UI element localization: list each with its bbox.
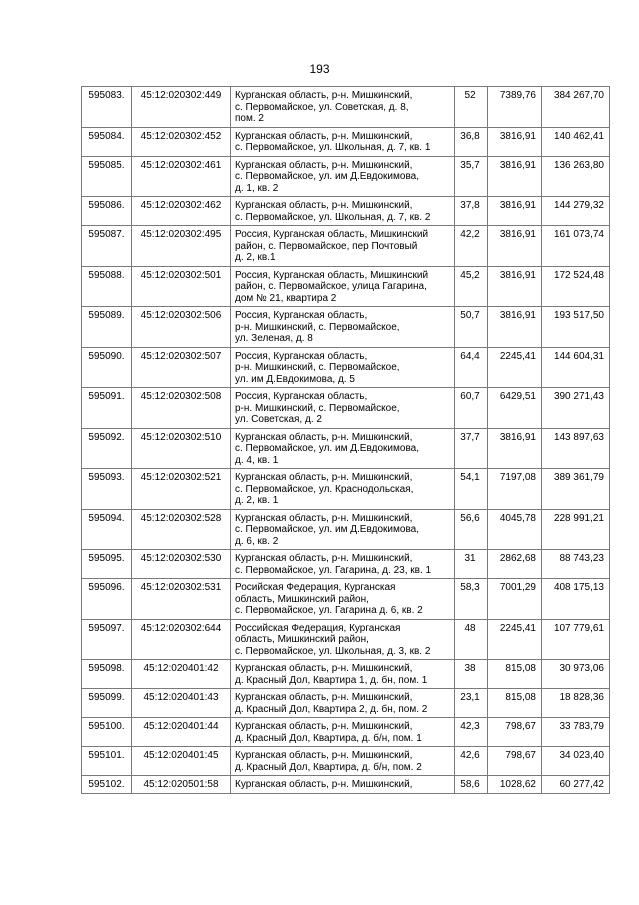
table-row: [82, 388, 610, 429]
rate-cell: 3816,91: [488, 197, 542, 226]
cost-cell: 172 524,48: [542, 266, 610, 307]
cadastral-number-cell: 45:12:020302:531: [132, 579, 231, 620]
cost-cell: 408 175,13: [542, 579, 610, 620]
row-number-cell: 595099.: [82, 689, 132, 718]
row-number-cell: 595093.: [82, 469, 132, 510]
table-row: [82, 776, 610, 794]
cadastral-number-cell: 45:12:020501:58: [132, 776, 231, 794]
area-cell: 36,8: [455, 127, 488, 156]
table-row: [82, 87, 610, 128]
property-table-body: [82, 87, 610, 794]
rate-cell: 7389,76: [488, 87, 542, 128]
area-cell: 23,1: [455, 689, 488, 718]
address-cell: Курганская область, р-н. Мишкинский, д. Красный Дол, Квартира 2, д. бн, пом. 2: [231, 689, 455, 718]
cost-cell: 384 267,70: [542, 87, 610, 128]
area-cell: 64,4: [455, 347, 488, 388]
row-number-cell: 595092.: [82, 428, 132, 469]
address-cell: Курганская область, р-н. Мишкинский, д. Красный Дол, Квартира 1, д. бн, пом. 1: [231, 660, 455, 689]
cost-cell: 143 897,63: [542, 428, 610, 469]
property-table: [81, 86, 610, 794]
cost-cell: 193 517,50: [542, 307, 610, 348]
area-cell: 38: [455, 660, 488, 689]
area-cell: 60,7: [455, 388, 488, 429]
cadastral-number-cell: 45:12:020302:452: [132, 127, 231, 156]
table-row: [82, 127, 610, 156]
cost-cell: 136 263,80: [542, 156, 610, 197]
rate-cell: 3816,91: [488, 127, 542, 156]
row-number-cell: 595085.: [82, 156, 132, 197]
address-cell: Курганская область, р-н. Мишкинский, с. Первомайское, ул. Советская, д. 8, пом. 2: [231, 87, 455, 128]
row-number-cell: 595102.: [82, 776, 132, 794]
table-row: [82, 428, 610, 469]
cadastral-number-cell: 45:12:020302:528: [132, 509, 231, 550]
rate-cell: 2245,41: [488, 619, 542, 660]
table-row: [82, 579, 610, 620]
address-cell: Курганская область, р-н. Мишкинский, д. Красный Дол, Квартира, д. б/н, пом. 1: [231, 718, 455, 747]
cost-cell: 34 023,40: [542, 747, 610, 776]
address-cell: Россия, Курганская область, р-н. Мишкинский, с. Первомайское, ул. им Д.Евдокимова, д. 5: [231, 347, 455, 388]
address-cell: Россия, Курганская область, р-н. Мишкинский, с. Первомайское, ул. Советская, д. 2: [231, 388, 455, 429]
area-cell: 48: [455, 619, 488, 660]
address-cell: Курганская область, р-н. Мишкинский, с. Первомайское, ул. Гагарина, д. 23, кв. 1: [231, 550, 455, 579]
area-cell: 37,8: [455, 197, 488, 226]
rate-cell: 3816,91: [488, 307, 542, 348]
cadastral-number-cell: 45:12:020302:644: [132, 619, 231, 660]
rate-cell: 3816,91: [488, 266, 542, 307]
area-cell: 58,3: [455, 579, 488, 620]
table-row: [82, 197, 610, 226]
cost-cell: 60 277,42: [542, 776, 610, 794]
row-number-cell: 595101.: [82, 747, 132, 776]
row-number-cell: 595089.: [82, 307, 132, 348]
table-row: [82, 266, 610, 307]
address-cell: Российская Федерация, Курганская область, Мишкинский район, с. Первомайское, ул. Школьная, д. 3, кв. 2: [231, 619, 455, 660]
row-number-cell: 595088.: [82, 266, 132, 307]
cadastral-number-cell: 45:12:020302:495: [132, 226, 231, 267]
table-row: [82, 469, 610, 510]
address-cell: Курганская область, р-н. Мишкинский, с. Первомайское, ул. Школьная, д. 7, кв. 2: [231, 197, 455, 226]
cost-cell: 88 743,23: [542, 550, 610, 579]
address-cell: Курганская область, р-н. Мишкинский, с. Первомайское, ул. им Д.Евдокимова, д. 1, кв. 2: [231, 156, 455, 197]
address-cell: Россия, Курганская область, Мишкинский район, с. Первомайское, пер Почтовый д. 2, кв.1: [231, 226, 455, 267]
rate-cell: 1028,62: [488, 776, 542, 794]
rate-cell: 2862,68: [488, 550, 542, 579]
cadastral-number-cell: 45:12:020302:530: [132, 550, 231, 579]
table-row: [82, 156, 610, 197]
cost-cell: 30 973,06: [542, 660, 610, 689]
cadastral-number-cell: 45:12:020302:449: [132, 87, 231, 128]
table-row: [82, 347, 610, 388]
cost-cell: 389 361,79: [542, 469, 610, 510]
table-row: [82, 619, 610, 660]
row-number-cell: 595091.: [82, 388, 132, 429]
address-cell: Курганская область, р-н. Мишкинский, с. Первомайское, ул. Школьная, д. 7, кв. 1: [231, 127, 455, 156]
page-number: 193: [309, 62, 330, 76]
cadastral-number-cell: 45:12:020302:508: [132, 388, 231, 429]
address-cell: Курганская область, р-н. Мишкинский, д. Красный Дол, Квартира, д. б/н, пом. 2: [231, 747, 455, 776]
area-cell: 45,2: [455, 266, 488, 307]
rate-cell: 3816,91: [488, 226, 542, 267]
cadastral-number-cell: 45:12:020401:45: [132, 747, 231, 776]
rate-cell: 3816,91: [488, 156, 542, 197]
area-cell: 58,6: [455, 776, 488, 794]
rate-cell: 7001,29: [488, 579, 542, 620]
row-number-cell: 595095.: [82, 550, 132, 579]
table-row: [82, 550, 610, 579]
table-row: [82, 660, 610, 689]
row-number-cell: 595097.: [82, 619, 132, 660]
cadastral-number-cell: 45:12:020302:501: [132, 266, 231, 307]
row-number-cell: 595098.: [82, 660, 132, 689]
rate-cell: 7197,08: [488, 469, 542, 510]
address-cell: Курганская область, р-н. Мишкинский,: [231, 776, 455, 794]
address-cell: Курганская область, р-н. Мишкинский, с. Первомайское, ул. им Д.Евдокимова, д. 4, кв. 1: [231, 428, 455, 469]
area-cell: 56,6: [455, 509, 488, 550]
rate-cell: 798,67: [488, 747, 542, 776]
table-row: [82, 307, 610, 348]
cadastral-number-cell: 45:12:020401:44: [132, 718, 231, 747]
row-number-cell: 595084.: [82, 127, 132, 156]
area-cell: 31: [455, 550, 488, 579]
row-number-cell: 595096.: [82, 579, 132, 620]
cost-cell: 140 462,41: [542, 127, 610, 156]
table-row: [82, 509, 610, 550]
rate-cell: 4045,78: [488, 509, 542, 550]
cadastral-number-cell: 45:12:020302:506: [132, 307, 231, 348]
address-cell: Росийская Федерация, Курганская область, Мишкинский район, с. Первомайское, ул. Гагарина д. 6, кв. 2: [231, 579, 455, 620]
area-cell: 37,7: [455, 428, 488, 469]
address-cell: Россия, Курганская область, р-н. Мишкинский, с. Первомайское, ул. Зеленая, д. 8: [231, 307, 455, 348]
cost-cell: 18 828,36: [542, 689, 610, 718]
area-cell: 35,7: [455, 156, 488, 197]
cost-cell: 390 271,43: [542, 388, 610, 429]
cadastral-number-cell: 45:12:020401:43: [132, 689, 231, 718]
row-number-cell: 595094.: [82, 509, 132, 550]
rate-cell: 815,08: [488, 660, 542, 689]
table-row: [82, 718, 610, 747]
cost-cell: 107 779,61: [542, 619, 610, 660]
rate-cell: 798,67: [488, 718, 542, 747]
row-number-cell: 595087.: [82, 226, 132, 267]
rate-cell: 2245,41: [488, 347, 542, 388]
table-row: [82, 226, 610, 267]
address-cell: Россия, Курганская область, Мишкинский район, с. Первомайское, улица Гагарина, дом № 21, квартира 2: [231, 266, 455, 307]
area-cell: 42,6: [455, 747, 488, 776]
cadastral-number-cell: 45:12:020302:462: [132, 197, 231, 226]
cost-cell: 33 783,79: [542, 718, 610, 747]
area-cell: 54,1: [455, 469, 488, 510]
table-row: [82, 747, 610, 776]
cadastral-number-cell: 45:12:020302:461: [132, 156, 231, 197]
cadastral-number-cell: 45:12:020302:507: [132, 347, 231, 388]
cost-cell: 161 073,74: [542, 226, 610, 267]
address-cell: Курганская область, р-н. Мишкинский, с. Первомайское, ул. Краснодольская, д. 2, кв. 1: [231, 469, 455, 510]
cost-cell: 144 604,31: [542, 347, 610, 388]
row-number-cell: 595083.: [82, 87, 132, 128]
area-cell: 42,3: [455, 718, 488, 747]
cost-cell: 228 991,21: [542, 509, 610, 550]
cadastral-number-cell: 45:12:020401:42: [132, 660, 231, 689]
table-row: [82, 689, 610, 718]
address-cell: Курганская область, р-н. Мишкинский, с. Первомайское, ул. им Д.Евдокимова, д. 6, кв. 2: [231, 509, 455, 550]
area-cell: 52: [455, 87, 488, 128]
cost-cell: 144 279,32: [542, 197, 610, 226]
cadastral-number-cell: 45:12:020302:521: [132, 469, 231, 510]
row-number-cell: 595090.: [82, 347, 132, 388]
rate-cell: 3816,91: [488, 428, 542, 469]
area-cell: 42,2: [455, 226, 488, 267]
rate-cell: 815,08: [488, 689, 542, 718]
row-number-cell: 595086.: [82, 197, 132, 226]
rate-cell: 6429,51: [488, 388, 542, 429]
area-cell: 50,7: [455, 307, 488, 348]
cadastral-number-cell: 45:12:020302:510: [132, 428, 231, 469]
row-number-cell: 595100.: [82, 718, 132, 747]
